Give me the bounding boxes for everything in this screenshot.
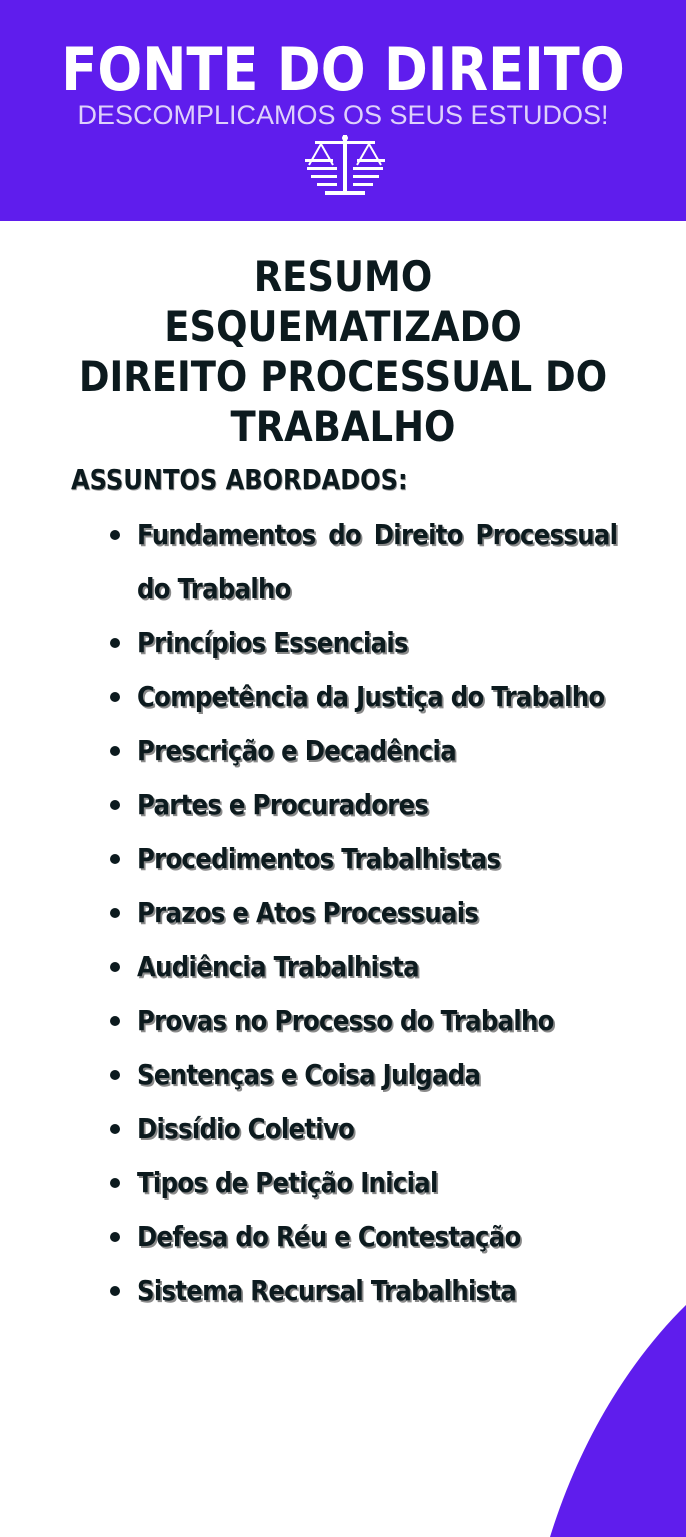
list-item: [110, 724, 630, 778]
bullet-icon: [110, 746, 120, 756]
list-item: [110, 994, 630, 1048]
list-item: [110, 940, 630, 994]
topic-label: Competência da Justiça do Trabalho: [137, 680, 605, 713]
topic-label: Audiência Trabalhista: [137, 950, 419, 983]
bullet-icon: [110, 908, 120, 918]
header-banner: [0, 0, 686, 221]
bullet-icon: [110, 1178, 120, 1188]
bullet-icon: [110, 1070, 120, 1080]
topic-label: Defesa do Réu e Contestação: [137, 1220, 521, 1253]
bullet-icon: [110, 530, 120, 540]
topics-heading: ASSUNTOS ABORDADOS:: [71, 463, 408, 496]
document-title-line-3: TRABALHO: [230, 402, 456, 451]
scales-of-justice-icon: [303, 135, 387, 199]
topic-label: Princípios Essenciais: [137, 626, 408, 659]
list-item: [110, 1210, 630, 1264]
list-item: [110, 778, 630, 832]
bullet-icon: [110, 800, 120, 810]
bullet-icon: [110, 638, 120, 648]
bullet-icon: [110, 1286, 120, 1296]
bullet-icon: [110, 962, 120, 972]
bullet-icon: [110, 1016, 120, 1026]
list-item: [110, 1264, 630, 1318]
brand-title: FONTE DO DIREITO: [61, 35, 625, 105]
topic-label: Sistema Recursal Trabalhista: [137, 1274, 517, 1307]
document-title: [76, 252, 609, 452]
topic-label: Prazos e Atos Processuais: [137, 896, 479, 929]
topic-label: Sentenças e Coisa Julgada: [137, 1058, 481, 1091]
bullet-icon: [110, 692, 120, 702]
list-item: [110, 832, 630, 886]
topic-label: Fundamentos do Direito Processual do Trabalho: [137, 518, 618, 605]
list-item: [110, 1048, 630, 1102]
document-title-line-1: RESUMO ESQUEMATIZADO: [164, 252, 522, 351]
bullet-icon: [110, 854, 120, 864]
topic-list: [110, 508, 630, 1318]
topic-label: Provas no Processo do Trabalho: [137, 1004, 554, 1037]
list-item: [110, 616, 630, 670]
list-item: [110, 1156, 630, 1210]
bullet-icon: [110, 1232, 120, 1242]
brand-tagline: DESCOMPLICAMOS OS SEUS ESTUDOS!: [77, 100, 609, 130]
list-item: [110, 670, 630, 724]
topic-label: Procedimentos Trabalhistas: [137, 842, 501, 875]
bullet-icon: [110, 1124, 120, 1134]
topic-label: Tipos de Petição Inicial: [137, 1166, 438, 1199]
list-item: [110, 1102, 630, 1156]
topic-label: Prescrição e Decadência: [137, 734, 456, 767]
document-title-line-2: DIREITO PROCESSUAL DO: [78, 352, 608, 401]
topic-label: Partes e Procuradores: [137, 788, 429, 821]
list-item: [110, 508, 630, 616]
topic-label: Dissídio Coletivo: [137, 1112, 355, 1145]
list-item: [110, 886, 630, 940]
